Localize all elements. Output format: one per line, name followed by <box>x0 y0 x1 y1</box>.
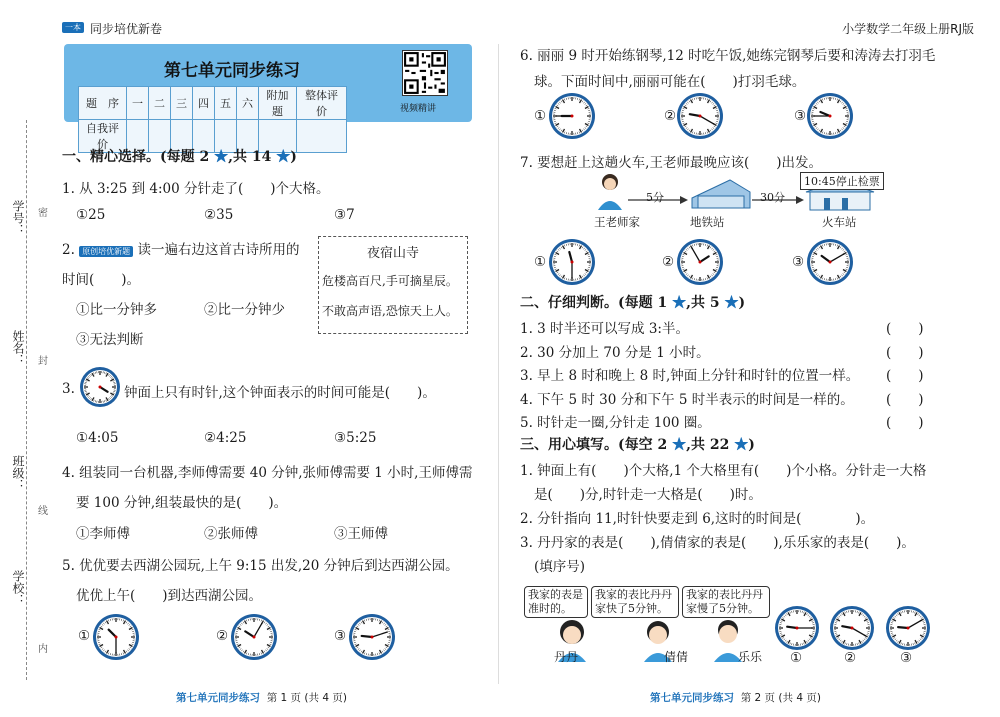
option: ③无法判断 <box>76 332 144 348</box>
fill-item-cont: (填序号) <box>534 559 586 575</box>
option-mark: ③ <box>900 650 913 666</box>
speech-bubble: 我家的表比丹丹家快了5分钟。 <box>591 586 679 618</box>
option: ①李师傅 <box>76 526 130 542</box>
score-header: 附加题 <box>259 87 297 120</box>
score-header: 二 <box>149 87 171 120</box>
clock-icon <box>677 239 723 285</box>
clock-icon <box>349 614 395 660</box>
binding-char: 内 <box>38 644 48 655</box>
section-heading: 二、仔细判断。(每题 1 ★,共 5 ★) <box>520 295 746 311</box>
clock-icon <box>549 239 595 285</box>
judge-item: 5. 时针走一圈,分针走 100 圈。 <box>520 415 711 431</box>
answer-blank[interactable]: ( ) <box>886 345 924 361</box>
speech-bubble: 我家的表比丹丹家慢了5分钟。 <box>682 586 770 618</box>
speech-bubble: 我家的表是准时的。 <box>524 586 588 618</box>
judge-item: 4. 下午 5 时 30 分和下午 5 时半表示的时间是一样的。 <box>520 392 854 408</box>
judge-item: 1. 3 时半还可以写成 3:半。 <box>520 321 689 337</box>
fill-item: 2. 分针指向 11,时针快要走到 6,这时的时间是( )。 <box>520 511 875 527</box>
option-mark: ③ <box>794 108 807 124</box>
question-5-cont: 优优上午( )到达西湖公园。 <box>76 588 263 604</box>
question-4-cont: 要 100 分钟,组装最快的是( )。 <box>76 495 288 511</box>
question-3-num: 3. <box>62 381 75 397</box>
score-header: 三 <box>171 87 193 120</box>
option-mark: ② <box>216 628 229 644</box>
option-mark: ② <box>664 108 677 124</box>
time-label: 30分 <box>760 191 785 204</box>
clock-icon <box>93 614 139 660</box>
score-header: 整体评价 <box>297 87 347 120</box>
clock-icon <box>886 606 930 650</box>
fill-item: 1. 钟面上有( )个大格,1 个大格里有( )个小格。分针走一大格 <box>520 463 927 479</box>
location-label: 王老师家 <box>594 215 640 229</box>
time-label: 5分 <box>646 191 664 204</box>
brand-logo: 一本 <box>62 22 84 33</box>
clock-icon <box>80 367 120 407</box>
answer-blank[interactable]: ( ) <box>886 368 924 384</box>
location-label: 地铁站 <box>690 215 725 229</box>
question-4: 4. 组装同一台机器,李师傅需要 40 分钟,张师傅需要 1 小时,王师傅需 <box>62 465 473 481</box>
binding-char: 线 <box>38 506 48 517</box>
poem-line: 不敢高声语,恐惊天上人。 <box>322 304 458 318</box>
brand-name: 同步培优新卷 <box>90 22 163 36</box>
option-mark: ① <box>790 650 803 666</box>
page-title: 第七单元同步练习 <box>164 61 300 81</box>
option-mark: ③ <box>334 628 347 644</box>
question-2-cont: 时间( )。 <box>62 272 141 288</box>
score-header: 六 <box>237 87 259 120</box>
answer-blank[interactable]: ( ) <box>886 321 924 337</box>
option-mark: ③ <box>792 254 805 270</box>
option: ③5:25 <box>334 430 377 446</box>
fill-item: 3. 丹丹家的表是( ),倩倩家的表是( ),乐乐家的表是( )。 <box>520 535 915 551</box>
question-6-cont: 球。下面时间中,丽丽可能在( )打羽毛球。 <box>534 74 806 90</box>
option: ①25 <box>76 207 106 223</box>
question-3: 钟面上只有时针,这个钟面表示的时间可能是( )。 <box>124 385 436 401</box>
id-label: 学号： <box>11 200 25 236</box>
judge-item: 2. 30 分加上 70 分是 1 小时。 <box>520 345 710 361</box>
question-5: 5. 优优要去西湖公园玩,上午 9:15 出发,20 分钟后到达西湖公园。 <box>62 558 459 574</box>
section-heading: 一、精心选择。(每题 2 ★,共 14 ★) <box>62 149 297 165</box>
question-1: 1. 从 3:25 到 4:00 分针走了( )个大格。 <box>62 181 330 197</box>
option-mark: ② <box>662 254 675 270</box>
clock-icon <box>231 614 277 660</box>
question-6: 6. 丽丽 9 时开始练钢琴,12 时吃午饭,她练完钢琴后要和涛涛去打羽毛 <box>520 48 936 64</box>
poem-title: 夜宿山寺 <box>366 246 419 261</box>
answer-blank[interactable]: ( ) <box>886 392 924 408</box>
name-label: 姓名： <box>11 330 25 366</box>
option: ②张师傅 <box>204 526 258 542</box>
option: ②比一分钟少 <box>204 302 285 318</box>
option: ②4:25 <box>204 430 247 446</box>
clock-icon <box>807 93 853 139</box>
option-mark: ① <box>534 254 547 270</box>
score-header: 五 <box>215 87 237 120</box>
location-label: 火车站 <box>822 215 857 229</box>
fill-item-cont: 是( )分,时针走一大格是( )时。 <box>534 487 762 503</box>
clock-icon <box>807 239 853 285</box>
option: ③王师傅 <box>334 526 388 542</box>
option-mark: ① <box>78 628 91 644</box>
clock-icon <box>775 606 819 650</box>
score-header: 四 <box>193 87 215 120</box>
kid-name: 倩倩 <box>664 650 689 664</box>
question-2: 2. 原创培优新题 读一遍右边这首古诗所用的 <box>62 242 300 258</box>
option-mark: ② <box>844 650 857 666</box>
option: ③7 <box>334 207 355 223</box>
score-header: 题 序 <box>79 87 127 120</box>
binding-char: 密 <box>38 208 48 219</box>
kid-name: 乐乐 <box>738 650 763 664</box>
footer-right: 第七单元同步练习 第 2 页 (共 4 页) <box>650 692 821 704</box>
ticket-sign: 10:45停止检票 <box>800 172 884 190</box>
kid-name: 丹丹 <box>554 650 579 664</box>
footer-left: 第七单元同步练习 第 1 页 (共 4 页) <box>176 692 347 704</box>
clock-icon <box>830 606 874 650</box>
answer-blank[interactable]: ( ) <box>886 415 924 431</box>
binding-char: 封 <box>38 356 48 367</box>
school-label: 学校： <box>11 570 25 606</box>
option: ②35 <box>204 207 234 223</box>
option-mark: ① <box>534 108 547 124</box>
judge-item: 3. 早上 8 时和晚上 8 时,钟面上分针和时针的位置一样。 <box>520 368 860 384</box>
grade-label: 小学数学二年级上册RJ版 <box>842 22 974 36</box>
score-header: 一 <box>127 87 149 120</box>
score-row-label: 自我评价 <box>79 120 127 153</box>
class-label: 班级： <box>11 455 25 491</box>
qr-label: 视频精讲 <box>400 104 437 114</box>
section-heading: 三、用心填写。(每空 2 ★,共 22 ★) <box>520 437 755 453</box>
poem-line: 危楼高百尺,手可摘星辰。 <box>322 274 458 288</box>
question-7: 7. 要想赶上这趟火车,王老师最晚应该( )出发。 <box>520 155 822 171</box>
option: ①4:05 <box>76 430 119 446</box>
original-question-tag: 原创培优新题 <box>79 246 133 257</box>
clock-icon <box>677 93 723 139</box>
option: ①比一分钟多 <box>76 302 157 318</box>
clock-icon <box>549 93 595 139</box>
